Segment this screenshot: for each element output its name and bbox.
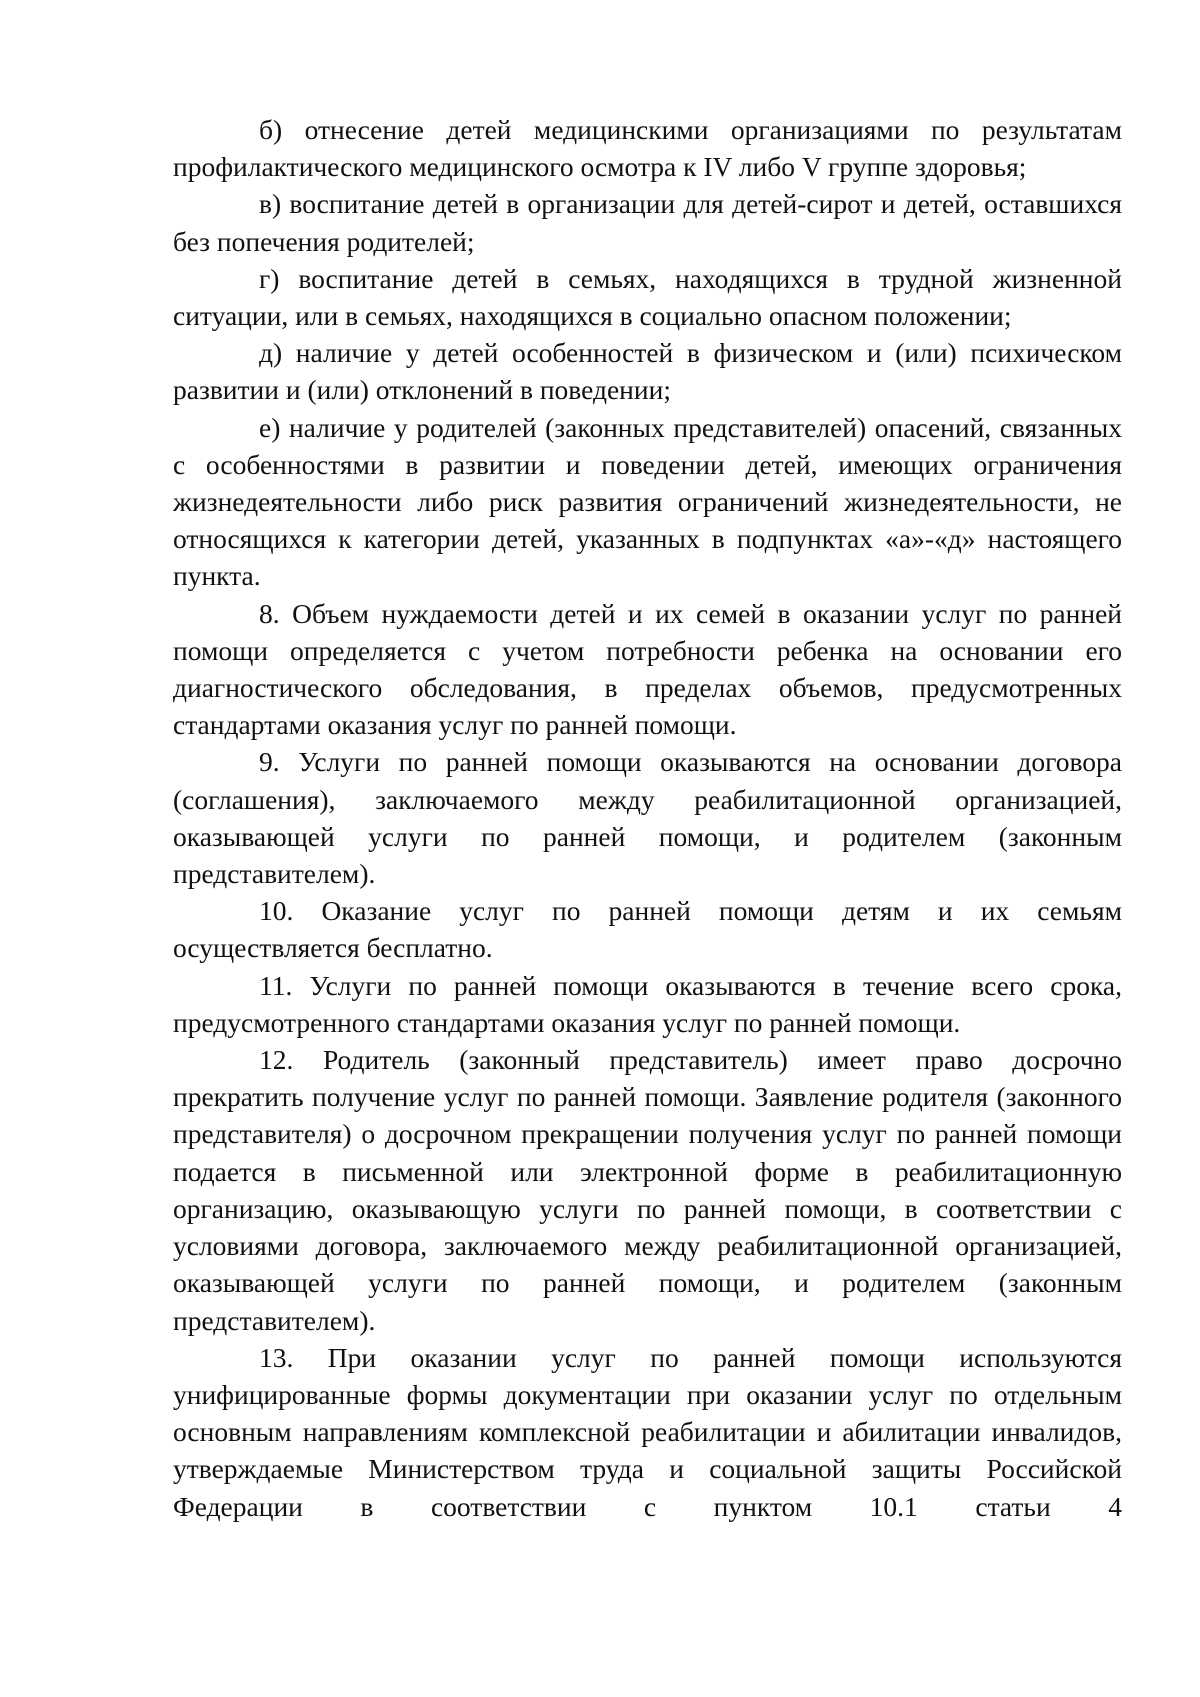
document-body	[173, 111, 1122, 1525]
paragraph-subitem-v: в) воспитание детей в организации для детей-сирот и детей, оставшихся без попечения родителей;	[173, 188, 1122, 257]
paragraph-subitem-d: д) наличие у детей особенностей в физическом и (или) психическом развитии и (или) отклонений в поведении;	[173, 337, 1122, 406]
paragraph-item-9: 9. Услуги по ранней помощи оказываются на основании договора (соглашения), заключаемого между реабилитационной организацией, оказывающей услуги по ранней помощи, и родителем (законным представителем).	[173, 746, 1122, 890]
paragraph-subitem-b: б) отнесение детей медицинскими организациями по результатам профилактического медицинского осмотра к IV либо V группе здоровья;	[173, 114, 1122, 183]
paragraph-item-8: 8. Объем нуждаемости детей и их семей в оказании услуг по ранней помощи определяется с учетом потребности ребенка на основании его диагностического обследования, в пределах объемов, предусмотренных стандартами оказания услуг по ранней помощи.	[173, 597, 1122, 741]
paragraph-item-10: 10. Оказание услуг по ранней помощи детям и их семьям осуществляется бесплатно.	[173, 895, 1122, 964]
paragraph-item-11: 11. Услуги по ранней помощи оказываются в течение всего срока, предусмотренного стандартами оказания услуг по ранней помощи.	[173, 969, 1122, 1038]
paragraph-subitem-g: г) воспитание детей в семьях, находящихся в трудной жизненной ситуации, или в семьях, находящихся в социально опасном положении;	[173, 262, 1122, 332]
paragraph-item-12: 12. Родитель (законный представитель) имеет право досрочно прекратить получение услуг по ранней помощи. Заявление родителя (законного представителя) о досрочном прекращении получения услуг по ранней помощи подается в письменной или электронной форме в реабилитационную организацию, оказывающую услуги по ранней помощи, в соответствии с условиями договора, заключаемого между реабилитационной организацией, оказывающей услуги по ранней помощи, и родителем (законным представителем).	[173, 1044, 1122, 1336]
paragraph-item-13: 13. При оказании услуг по ранней помощи используются унифицированные формы документации при оказании услуг по отдельным основным направлениям комплексной реабилитации и абилитации инвалидов, утверждаемые Министерством труда и социальной защиты Российской Федерации в соответствии с пунктом 10.1 статьи 4	[173, 1341, 1122, 1522]
paragraph-subitem-e: е) наличие у родителей (законных представителей) опасений, связанных с особенностями в развитии и поведении детей, имеющих ограничения жизнедеятельности либо риск развития ограничений жизнедеятельности, не относящихся к категории детей, указанных в подпунктах «а»-«д» настоящего пункта.	[173, 411, 1122, 592]
